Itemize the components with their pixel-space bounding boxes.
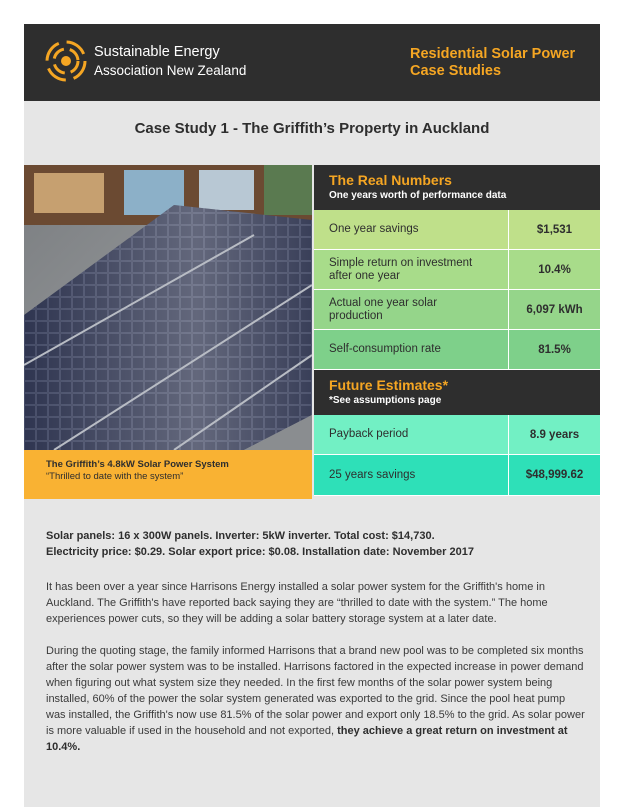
system-specs	[46, 528, 586, 560]
row-label: Simple return on investment after one year	[314, 250, 509, 289]
series-title: Residential Solar Power Case Studies	[410, 46, 576, 79]
real-numbers-title: The Real Numbers	[329, 172, 452, 188]
future-estimates-header	[314, 370, 600, 415]
row-label: One year savings	[314, 210, 509, 249]
row-label: 25 years savings	[314, 455, 509, 495]
table-row	[314, 250, 600, 290]
photo-caption	[24, 450, 312, 499]
paragraph-text: During the quoting stage, the family informed Harrisons that a brand new pool was to be completed six months after the solar power system was to be installed. Harrisons factored in the expected increase in power demand when figuring out what system size they needed. In the first few months of the solar power system being installed, 60% of the power the solar system generated was exported to the grid. Since the pool heat pump was installed, the Griffith's now use 81.5% of the solar power and export only 18.5% to the grid. As solar power is more valuable if used in the household and not exported,	[46, 645, 585, 737]
paragraph-highlight: they achieve a great return on investment at 10.4%.	[46, 725, 568, 753]
caption-title: The Griffith’s 4.8kW Solar Power System	[46, 459, 229, 470]
row-label: Self-consumption rate	[314, 330, 509, 369]
row-label: Actual one year solar production	[314, 290, 509, 329]
header-bar	[24, 24, 600, 101]
row-value: 10.4%	[538, 263, 571, 276]
org-subtitle: Association New Zealand	[94, 63, 247, 78]
real-numbers-subtitle: One years worth of performance data	[329, 190, 507, 201]
specs-line-2: Electricity price: $0.29. Solar export price: $0.08. Installation date: November 2017	[46, 546, 474, 558]
row-value: $48,999.62	[525, 469, 584, 481]
numbers-panel	[314, 165, 600, 496]
real-numbers-header	[314, 165, 600, 210]
table-row	[314, 210, 600, 250]
solar-panels-photo	[24, 165, 312, 450]
body-paragraph-1: It has been over a year since Harrisons Energy installed a solar power system for the Griffith's home in Auckland. The Griffith's have reported back saying they are “thrilled to date with the system.” The home experiences power cuts, so they will be adding a solar battery storage system at a later date.	[46, 581, 548, 625]
body-paragraph-2	[46, 643, 586, 755]
case-study-title: Case Study 1 - The Griffith’s Property in Auckland	[134, 120, 490, 137]
page	[24, 24, 600, 807]
specs-line-1: Solar panels: 16 x 300W panels. Inverter: 5kW inverter. Total cost: $14,730.	[46, 530, 435, 542]
future-estimates-subtitle: *See assumptions page	[329, 395, 442, 406]
row-value: 6,097 kWh	[526, 303, 583, 316]
table-row	[314, 415, 600, 455]
table-row	[314, 330, 600, 370]
org-name: Sustainable Energy	[94, 44, 220, 60]
row-value: 81.5%	[538, 343, 571, 356]
row-label: Payback period	[314, 415, 509, 454]
table-row	[314, 290, 600, 330]
row-value: $1,531	[536, 223, 573, 236]
future-estimates-title: Future Estimates*	[329, 377, 449, 393]
table-row	[314, 455, 600, 496]
swirl-logo-icon	[44, 39, 88, 83]
row-value: 8.9 years	[529, 428, 580, 441]
caption-quote: “Thrilled to date with the system”	[46, 471, 184, 482]
